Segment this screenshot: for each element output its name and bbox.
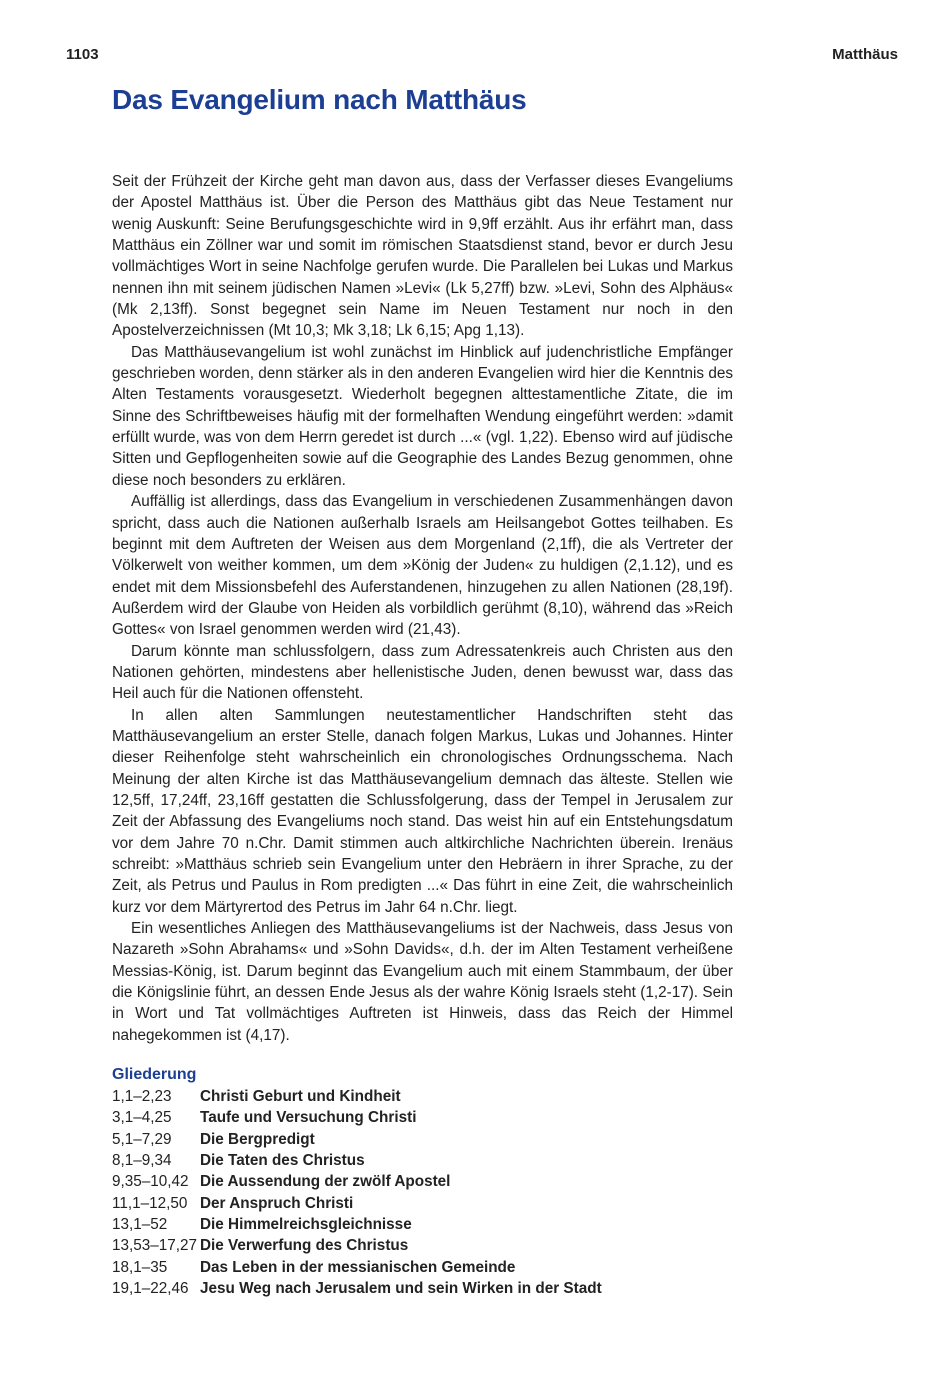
running-head: Matthäus [832,46,898,63]
outline-title: Die Verwerfung des Christus [200,1237,409,1255]
paragraph: Das Matthäusevangelium ist wohl zunächst im Hinblick auf judenchristliche Empfänger geschrieben worden, denn stärker als in den anderen Evangelien wird hier die Kenntnis des Alten Testaments vorausgesetzt. Wiederholt begegnen alttestamentliche Zitate, die im Sinne des Schriftbeweises häufig mit der formelhaften Wendung eingeführt werden: »damit erfüllt wurde, was von dem Herrn geredet ist durch ...« (vgl. 1,22). Ebenso wird auf jüdische Sitten und Gepflogenheiten sowie auf die Geographie des Landes Bezug genommen, ohne diese noch besonders zu erklären. [112,343,733,489]
outline-reference: 8,1–9,34 [112,1152,172,1170]
outline-item [112,1193,733,1214]
outline-reference: 18,1–35 [112,1258,168,1276]
outline-title: Die Bergpredigt [200,1130,315,1148]
outline-reference: 9,35–10,42 [112,1173,189,1191]
outline-reference: 5,1–7,29 [112,1130,172,1148]
paragraph: In allen alten Sammlungen neutestamentlicher Handschriften steht das Matthäusevangelium an erster Stelle, danach folgen Markus, Lukas und Johannes. Hinter dieser Reihenfolge steht wahrscheinlich ein chronologisches Ordnungsschema. Nach Meinung der alten Kirche ist das Matthäusevangelium demnach das älteste. Stellen wie 12,5ff, 17,24ff, 23,16ff gestatten die Schlussfolgerung, dass der Tempel in Jerusalem zur Zeit der Abfassung des Evangeliums noch stand. Das weist hin auf ein Entstehungsdatum vor dem Jahre 70 n.Chr. Damit stimmen auch altkirchliche Nachrichten überein. Irenäus schreibt: »Matthäus schrieb sein Evangelium unter den Hebräern in ihrer Sprache, zu der Zeit, als Petrus und Paulus in Rom predigten ...« Das führt in eine Zeit, die wahrscheinlich kurz vor dem Märtyrertod des Petrus im Jahr 64 n.Chr. liegt. [112,706,733,916]
outline-heading: Gliederung [112,1066,197,1083]
introduction-text [112,171,733,1046]
outline-item [112,1214,733,1235]
paragraph: Seit der Frühzeit der Kirche geht man davon aus, dass der Verfasser dieses Evangeliums der Apostel Matthäus ist. Über die Person des Matthäus gibt das Neue Testament nur wenig Auskunft: Seine Berufungsgeschichte wird in 9,9ff erzählt. Aus ihr erfährt man, dass Matthäus ein Zöllner war und somit im römischen Staatsdienst stand, bevor er durch Jesu vollmächtiges Wort in seine Nachfolge gerufen wurde. Die Parallelen bei Lukas und Markus nennen ihn mit seinem jüdischen Namen »Levi« (Lk 5,27ff) bzw. »Levi, Sohn des Alphäus« (Mk 2,13ff). Sonst begegnet sein Name im Neuen Testament nur noch in den Apostelverzeichnissen (Mt 10,3; Mk 3,18; Lk 6,15; Apg 1,13). [112,173,733,340]
outline-section [112,1066,733,1299]
outline-reference: 13,53–17,27 [112,1237,198,1255]
page-title: Das Evangelium nach Matthäus [112,84,527,115]
paragraph: Ein wesentliches Anliegen des Matthäusevangeliums ist der Nachweis, dass Jesus von Nazareth »Sohn Abrahams« und »Sohn Davids«, d.h. der im Alten Testament verheißene Messias-König, ist. Darum beginnt das Evangelium auch mit einem Stammbaum, der über die Königslinie führt, an dessen Ende Jesus als der wahre König Israels steht (1,2-17). Sein in Wort und Tat vollmächtiges Auftreten ist Hinweis, dass das Reich der Himmel nahegekommen ist (4,17). [112,920,733,1044]
outline-item [112,1107,733,1128]
outline-title: Der Anspruch Christi [200,1194,354,1212]
outline-item [112,1129,733,1150]
outline-title: Jesu Weg nach Jerusalem und sein Wirken in der Stadt [200,1280,602,1298]
outline-title: Das Leben in der messianischen Gemeinde [200,1258,516,1276]
outline-title: Taufe und Versuchung Christi [200,1109,417,1127]
outline-title: Die Aussendung der zwölf Apostel [200,1173,451,1191]
outline-item [112,1235,733,1256]
paragraph: Auffällig ist allerdings, dass das Evangelium in verschiedenen Zusammenhängen davon spricht, dass auch die Nationen außerhalb Israels am Heilsangebot Gottes teilhaben. Es beginnt mit dem Auftreten der Weisen aus dem Morgenland (2,1ff), die als Vertreter der Völkerwelt von weither kommen, um dem »König der Juden« zu huldigen (2,1.12), und es endet mit dem Missionsbefehl des Auferstandenen, hinzugehen zu allen Nationen (28,19f). Außerdem wird der Glaube von Heiden als vorbildlich gerühmt (8,10), während das »Reich Gottes« von Israel genommen werden wird (21,43). [112,493,733,639]
outline-title: Die Taten des Christus [200,1152,365,1170]
outline-reference: 19,1–22,46 [112,1280,189,1298]
outline-reference: 3,1–4,25 [112,1109,172,1127]
outline-item [112,1257,733,1278]
outline-item [112,1150,733,1171]
outline-reference: 11,1–12,50 [112,1194,188,1212]
outline-title: Die Himmelreichsgleichnisse [200,1216,412,1234]
outline-reference: 13,1–52 [112,1216,168,1234]
outline-item [112,1278,733,1299]
page-number: 1103 [66,46,99,63]
outline-reference: 1,1–2,23 [112,1088,172,1105]
paragraph: Darum könnte man schlussfolgern, dass zum Adressatenkreis auch Christen aus den Nationen gehörten, mindestens aber hellenistische Juden, denen bewusst war, dass das Heil auch für die Nationen offensteht. [112,642,733,703]
outline-item [112,1171,733,1192]
outline-item [112,1086,733,1107]
outline-title: Christi Geburt und Kindheit [200,1088,401,1105]
